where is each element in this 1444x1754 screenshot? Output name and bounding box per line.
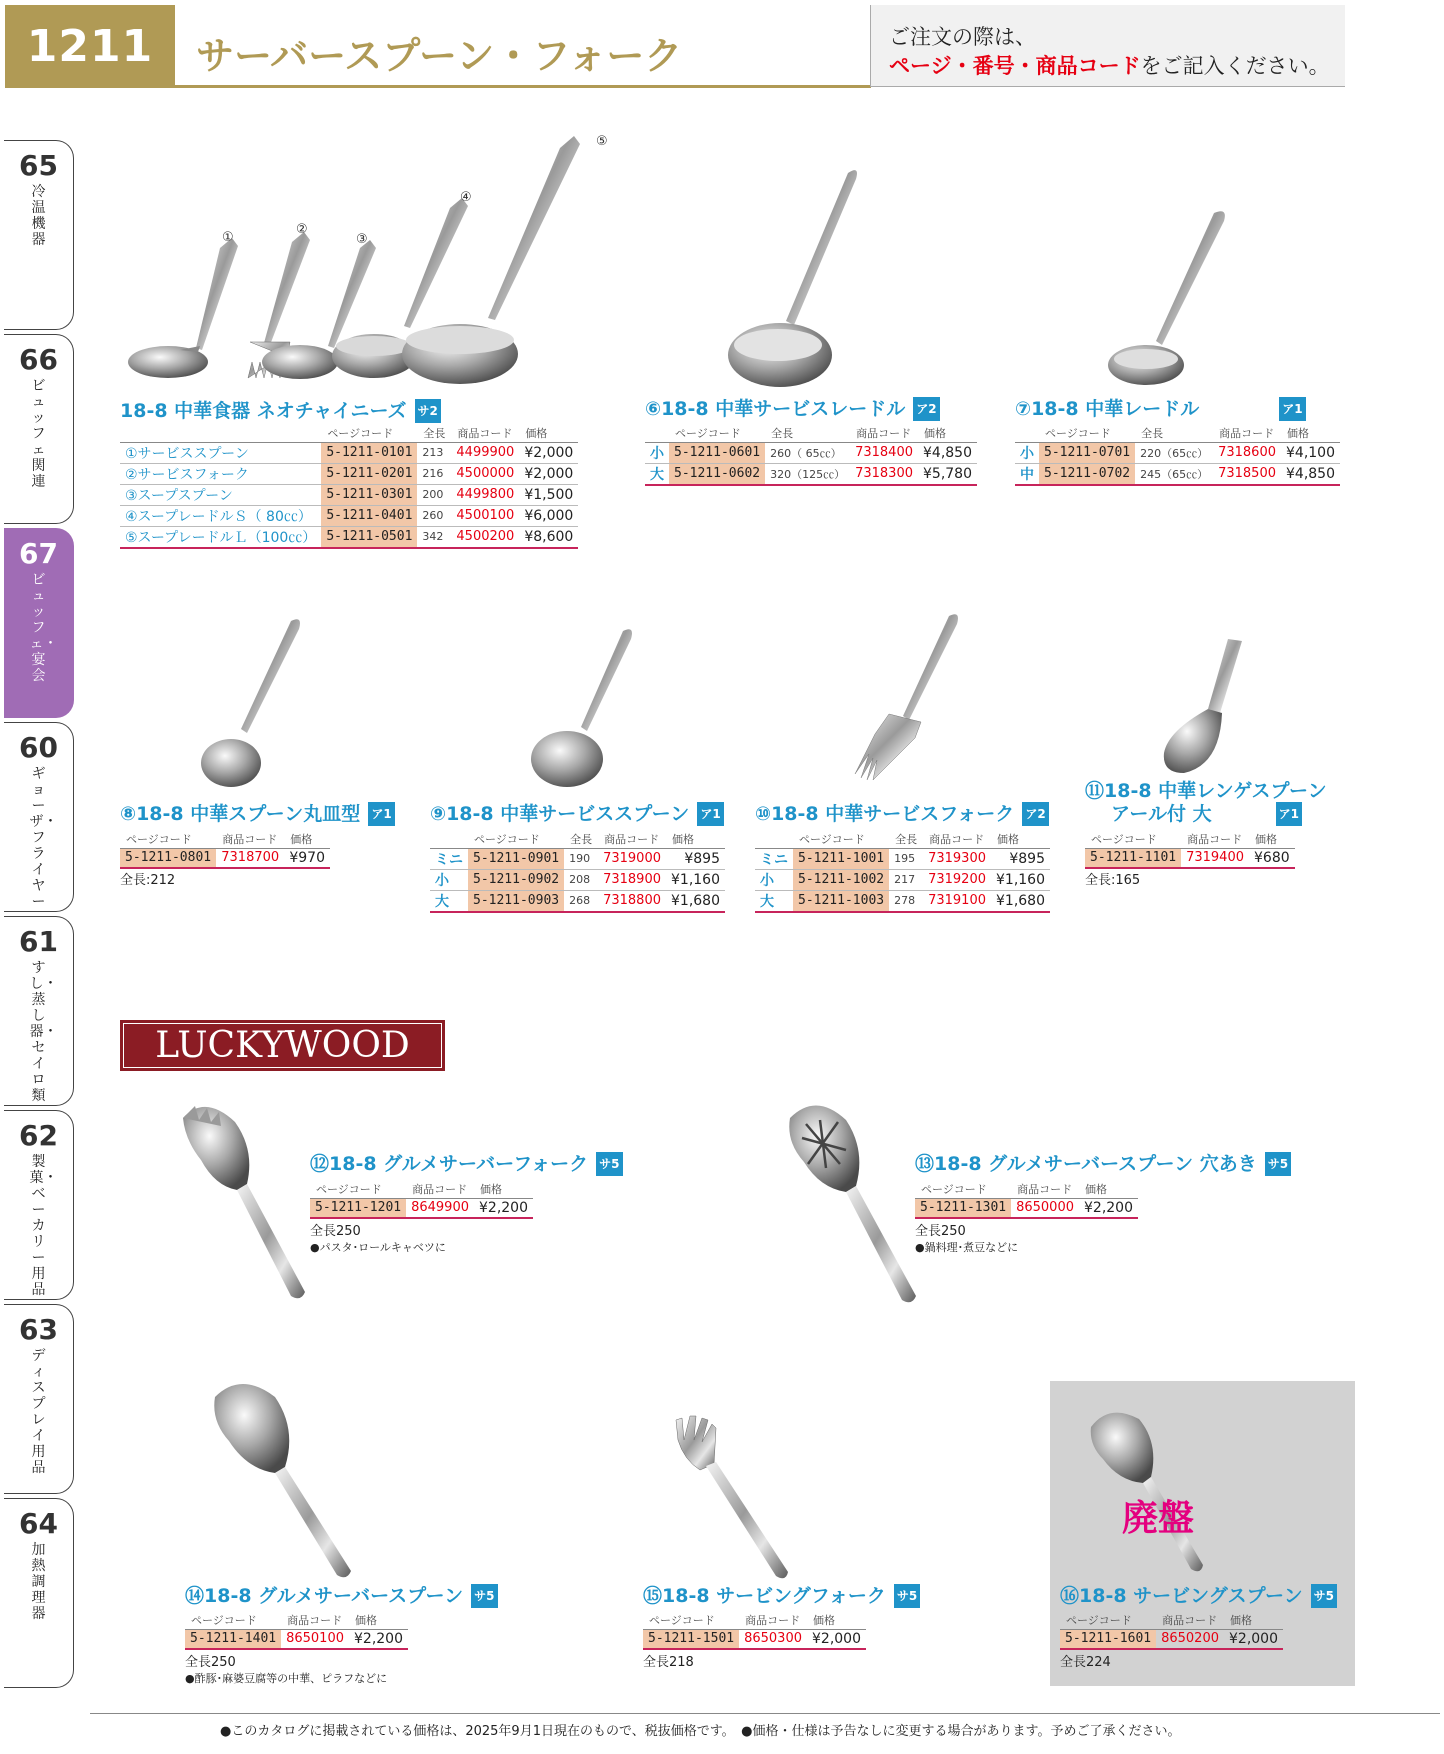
table-header-row [430,830,725,848]
item-price: ¥1,500 [519,484,578,505]
item-name: ④スープレードルＳ（ 80㏄） [120,505,321,526]
item-price: ¥970 [284,848,330,868]
item-length: 217 [889,869,923,890]
col-page-code: ページコード [310,1180,406,1198]
col-page-code: ページコード [915,1180,1011,1198]
product-code: 7318800 [598,890,666,912]
table-row[interactable] [430,890,725,912]
footer-note: ●このカタログに掲載されている価格は、2025年9月1日現在のもので、税抜価格です。 ●価格・仕様は予告なしに変更する場合があります。予めご了承ください。 [220,1724,1181,1739]
serving-fork-title [643,1584,920,1608]
table-row[interactable] [645,463,977,485]
col-product-code: 商品コード [850,424,918,442]
table-row[interactable] [915,1198,1138,1218]
col-page-code: ページコード [468,830,564,848]
sidebar-tab-number: 66 [19,343,58,376]
product-code: 4499900 [451,442,519,463]
service-fork-table [755,830,1050,913]
sidebar-tab-number: 60 [19,731,58,764]
page-code: 5-1211-1101 [1085,848,1181,868]
product-title-text: ⑯18-8 サービングスプーン [1060,1585,1303,1607]
table-row[interactable] [1060,1629,1283,1649]
product-code: 7318700 [216,848,284,868]
page-code: 5-1211-0201 [321,463,417,484]
item-price: ¥1,160 [991,869,1050,890]
table-header-row [1085,830,1295,848]
product-code: 7318300 [850,463,918,485]
table-header-row [120,830,330,848]
supplier-badge: ア1 [1279,397,1305,421]
photo-number: ④ [460,190,472,205]
order-notice-line2 [889,52,1345,81]
length-note: 全長218 [643,1655,694,1670]
table-row[interactable] [120,505,578,526]
item-size: 小 [430,869,468,890]
col-length: 全長 [564,830,598,848]
item-price: ¥8,600 [519,526,578,548]
sidebar-tab-61[interactable] [4,916,74,1106]
product-code: 7319100 [923,890,991,912]
page-code: 5-1211-1002 [793,869,889,890]
table-row[interactable] [1015,442,1340,463]
product-code: 8650000 [1011,1198,1079,1218]
product-title-line2: アール付 大 [1111,803,1212,825]
item-length: 260 [417,505,451,526]
col-page-code: ページコード [793,830,889,848]
col-page-code: ページコード [185,1611,281,1629]
col-length: 全長 [889,830,923,848]
product-code: 7319400 [1181,848,1249,868]
usage-note: ●鍋料理･煮豆などに [915,1241,1019,1254]
page-code: 5-1211-1001 [793,848,889,869]
page-code: 5-1211-0101 [321,442,417,463]
service-ladle-title [645,397,940,421]
item-price: ¥1,160 [666,869,725,890]
item-price: ¥2,200 [349,1629,408,1649]
item-size: 小 [755,869,793,890]
page-code: 5-1211-1601 [1060,1629,1156,1649]
table-row[interactable] [120,484,578,505]
table-header-row [1015,424,1340,442]
table-header-row [1060,1611,1283,1629]
product-code: 8650300 [739,1629,807,1649]
item-price: ¥4,100 [1281,442,1340,463]
item-length: 195 [889,848,923,869]
page-code: 5-1211-0901 [468,848,564,869]
length-note: 全長250 [185,1655,236,1670]
table-row[interactable] [120,463,578,484]
product-code: 7318400 [850,442,918,463]
col-product-code: 商品コード [598,830,666,848]
table-row[interactable] [645,442,977,463]
product-code: 4500200 [451,526,519,548]
renge-spoon-table [1085,830,1295,869]
col-price: 価格 [474,1180,533,1198]
page-code: 5-1211-1501 [643,1629,739,1649]
item-name: ②サービスフォーク [120,463,321,484]
product-code: 8649900 [406,1198,474,1218]
col-price: 価格 [284,830,330,848]
page-code: 5-1211-0702 [1039,463,1135,485]
order-notice-rest: をご記入ください。 [1140,54,1330,78]
sidebar-tab-number: 62 [19,1119,58,1152]
header-rule [5,85,871,88]
renge-spoon-photo [1150,635,1255,780]
product-code: 4500000 [451,463,519,484]
photo-number: ③ [356,232,368,247]
item-price: ¥2,000 [807,1629,866,1649]
table-header-row [645,424,977,442]
sidebar-tab-label: 製菓・ベーカリー用品 [29,1154,58,1298]
col-product-code: 商品コード [1181,830,1249,848]
page-code: 5-1211-0701 [1039,442,1135,463]
table-row[interactable] [755,848,1050,869]
item-size: 中 [1015,463,1039,485]
chinese-ladle-table [1015,424,1340,486]
product-title-text: ⑭18-8 グルメサーバースプーン [185,1585,464,1607]
footer-rule [90,1713,1440,1714]
col-page-code: ページコード [1085,830,1181,848]
table-row[interactable] [120,442,578,463]
table-row[interactable] [120,526,578,548]
neo-chinese-title [120,399,441,423]
item-name: ①サービススプーン [120,442,321,463]
item-length: 278 [889,890,923,912]
service-spoon-title [430,802,724,826]
product-code: 8650200 [1156,1629,1224,1649]
item-length: 216 [417,463,451,484]
item-size: 大 [755,890,793,912]
table-row[interactable] [1085,848,1295,868]
gourmet-server-fork-title [310,1152,623,1176]
product-code: 7319300 [923,848,991,869]
item-length: 245（65㏄） [1135,463,1213,485]
table-row[interactable] [185,1629,408,1649]
product-title-text: ⑥18-8 中華サービスレードル [645,398,906,420]
round-spoon-table [120,830,330,869]
col-page-code: ページコード [643,1611,739,1629]
col-page-code: ページコード [120,830,216,848]
service-ladle-photo [720,165,890,390]
supplier-badge: ア2 [1022,802,1048,826]
item-price: ¥2,000 [519,442,578,463]
product-code: 7319200 [923,869,991,890]
table-header-row [915,1180,1138,1198]
serving-fork-photo [670,1410,800,1585]
page-code: 5-1211-1301 [915,1198,1011,1218]
sidebar-tab-number: 61 [19,925,58,958]
product-code: 7318900 [598,869,666,890]
luckywood-logo [120,1020,445,1071]
sidebar-tab-label: 冷温機器 [31,184,46,248]
serving-spoon-table [1060,1611,1283,1650]
item-price: ¥2,000 [519,463,578,484]
luckywood-logo-text: LUCKYWOOD [123,1023,442,1068]
table-row[interactable] [1015,463,1340,485]
gourmet-server-spoon-table [185,1611,408,1650]
sidebar-tab-64[interactable] [4,1498,74,1688]
item-length: 213 [417,442,451,463]
page-number: 1211 [5,5,175,87]
col-product-code: 商品コード [1213,424,1281,442]
item-length: 268 [564,890,598,912]
gourmet-server-spoon-photo [205,1375,365,1585]
chinese-ladle-photo [1100,205,1240,390]
table-row[interactable] [643,1629,866,1649]
page-code: 5-1211-0301 [321,484,417,505]
supplier-badge: サ5 [894,1584,920,1608]
table-row[interactable] [120,848,330,868]
table-row[interactable] [430,848,725,869]
sidebar-tab-label: 加熱調理器 [31,1542,46,1622]
order-notice-line1: ご注文の際は、 [889,25,1036,49]
usage-note: ●酢豚･麻婆豆腐等の中華、ピラフなどに [185,1672,388,1685]
round-spoon-title [120,802,395,826]
col-price: 価格 [349,1611,408,1629]
supplier-badge: サ5 [471,1584,497,1608]
col-product-code: 商品コード [1011,1180,1079,1198]
col-page-code: ページコード [321,424,417,442]
photo-number: ② [296,222,308,237]
item-price: ¥1,680 [991,890,1050,912]
round-spoon-photo [195,615,315,790]
product-title-line2-wrap [1085,802,1327,826]
sidebar-tab-number: 65 [19,149,58,182]
sidebar-tab-65[interactable] [4,140,74,330]
sidebar-tab-60[interactable] [4,722,74,912]
col-price: 価格 [918,424,977,442]
table-row[interactable] [755,890,1050,912]
page-code: 5-1211-0602 [669,463,765,485]
product-code: 8650100 [281,1629,349,1649]
col-page-code: ページコード [669,424,765,442]
sidebar-tab-label: ビュッフェ関連 [31,378,46,490]
col-length: 全長 [417,424,451,442]
page-code: 5-1211-0501 [321,526,417,548]
product-title-text: ⑮18-8 サービングフォーク [643,1585,886,1607]
sidebar-tab-number: 63 [19,1313,58,1346]
sidebar-tab-62[interactable] [4,1110,74,1300]
item-size: 大 [430,890,468,912]
supplier-badge: ア1 [368,802,394,826]
page-title: サーバースプーン・フォーク [196,34,683,78]
usage-note: ●パスタ･ロールキャベツに [310,1241,446,1254]
page-code: 5-1211-0801 [120,848,216,868]
item-size: 小 [645,442,669,463]
supplier-badge: ア1 [1276,802,1302,826]
sidebar-tab-63[interactable] [4,1304,74,1494]
product-title-text: ⑨18-8 中華サービススプーン [430,803,690,825]
photo-number: ① [222,230,234,245]
neo-chinese-photo [120,130,640,390]
col-product-code: 商品コード [1156,1611,1224,1629]
col-price: 価格 [1224,1611,1283,1629]
item-price: ¥2,200 [474,1198,533,1218]
page-code: 5-1211-1401 [185,1629,281,1649]
service-ladle-table [645,424,977,486]
item-length: 200 [417,484,451,505]
sidebar-tab-66[interactable] [4,334,74,524]
sidebar-tab-label: ビュッフェ・宴会 [29,572,58,684]
slotted-server-spoon-title [915,1152,1291,1176]
item-length: 260（ 65㏄） [765,442,850,463]
discontinued-label: 廃盤 [1122,1498,1195,1539]
gourmet-server-fork-photo [175,1100,325,1305]
item-size: ミニ [430,848,468,869]
item-name: ③スープスプーン [120,484,321,505]
gourmet-server-fork-table [310,1180,533,1219]
item-size: 大 [645,463,669,485]
chinese-ladle-title [1015,397,1306,421]
item-price: ¥895 [991,848,1050,869]
item-price: ¥4,850 [1281,463,1340,485]
table-header-row [310,1180,533,1198]
product-title-text: ⑫18-8 グルメサーバーフォーク [310,1153,589,1175]
service-fork-photo [845,610,970,790]
product-title-text: ⑩18-8 中華サービスフォーク [755,803,1015,825]
table-header-row [755,830,1050,848]
sidebar-tab-label: ディスプレイ用品 [31,1348,46,1476]
col-product-code: 商品コード [923,830,991,848]
item-name: ⑤スープレードルＬ（100㏄） [120,526,321,548]
col-price: 価格 [1281,424,1340,442]
page-code: 5-1211-1003 [793,890,889,912]
item-length: 190 [564,848,598,869]
supplier-badge: ア1 [697,802,723,826]
item-size: ミニ [755,848,793,869]
product-code: 4500100 [451,505,519,526]
neo-chinese-table [120,424,578,549]
col-price: 価格 [1079,1180,1138,1198]
supplier-badge: サ5 [1265,1152,1291,1176]
slotted-server-spoon-photo [780,1098,930,1308]
length-note: 全長:165 [1085,873,1141,888]
service-fork-title [755,802,1049,826]
item-length: 208 [564,869,598,890]
item-price: ¥1,680 [666,890,725,912]
supplier-badge: サ2 [415,399,441,423]
product-code: 4499800 [451,484,519,505]
item-price: ¥5,780 [918,463,977,485]
service-spoon-photo [525,625,645,790]
soup-ladle-l-photo [402,136,580,384]
table-header-row [643,1611,866,1629]
sidebar-tab-number: 67 [19,537,58,570]
length-note: 全長250 [915,1224,966,1239]
sidebar-tab-label: すし・蒸し器・セイロ類 [29,960,58,1104]
page-code: 5-1211-0903 [468,890,564,912]
item-price: ¥895 [666,848,725,869]
sidebar-tab-label: ギョーザ・フライヤー [29,766,58,910]
table-row[interactable] [755,869,1050,890]
product-title-text: 18-8 中華食器 ネオチャイニーズ [120,400,407,422]
table-row[interactable] [310,1198,533,1218]
page-code: 5-1211-1201 [310,1198,406,1218]
page-code: 5-1211-0902 [468,869,564,890]
col-price: 価格 [519,424,578,442]
product-title-text: ⑦18-8 中華レードル [1015,398,1200,420]
serving-spoon-title [1060,1584,1337,1608]
supplier-badge: サ5 [596,1152,622,1176]
product-code: 7318500 [1213,463,1281,485]
col-product-code: 商品コード [451,424,519,442]
table-row[interactable] [430,869,725,890]
sidebar-tab-67[interactable] [4,528,74,718]
item-length: 320（125㏄） [765,463,850,485]
supplier-badge: サ5 [1311,1584,1337,1608]
renge-spoon-title [1085,780,1327,826]
col-length: 全長 [1135,424,1213,442]
item-price: ¥2,000 [1224,1629,1283,1649]
col-price: 価格 [991,830,1050,848]
item-size: 小 [1015,442,1039,463]
gourmet-server-spoon-title [185,1584,498,1608]
col-product-code: 商品コード [216,830,284,848]
product-code: 7318600 [1213,442,1281,463]
col-product-code: 商品コード [739,1611,807,1629]
order-notice-red: ページ・番号・商品コード [889,54,1141,78]
col-page-code: ページコード [1039,424,1135,442]
length-note: 全長:212 [120,873,176,888]
item-price: ¥4,850 [918,442,977,463]
product-title-text: ⑧18-8 中華スプーン丸皿型 [120,803,361,825]
table-header-row [185,1611,408,1629]
product-title-text: ⑬18-8 グルメサーバースプーン 穴あき [915,1153,1257,1175]
supplier-badge: ア2 [913,397,939,421]
serving-fork-table [643,1611,866,1650]
page-code: 5-1211-0401 [321,505,417,526]
photo-number: ⑤ [596,134,608,149]
product-code: 7319000 [598,848,666,869]
page-code: 5-1211-0601 [669,442,765,463]
length-note: 全長250 [310,1224,361,1239]
order-notice [870,5,1345,87]
length-note: 全長224 [1060,1655,1111,1670]
slotted-server-spoon-table [915,1180,1138,1219]
product-title-line1: ⑪18-8 中華レンゲスプーン [1085,780,1327,802]
sidebar-tab-number: 64 [19,1507,58,1540]
col-product-code: 商品コード [281,1611,349,1629]
col-price: 価格 [807,1611,866,1629]
item-price: ¥2,200 [1079,1198,1138,1218]
item-length: 220（65㏄） [1135,442,1213,463]
col-price: 価格 [666,830,725,848]
serving-spoon-photo [128,238,238,378]
col-page-code: ページコード [1060,1611,1156,1629]
col-product-code: 商品コード [406,1180,474,1198]
item-price: ¥680 [1249,848,1295,868]
col-length: 全長 [765,424,850,442]
service-spoon-table [430,830,725,913]
table-header-row [120,424,578,442]
item-price: ¥6,000 [519,505,578,526]
col-price: 価格 [1249,830,1295,848]
item-length: 342 [417,526,451,548]
